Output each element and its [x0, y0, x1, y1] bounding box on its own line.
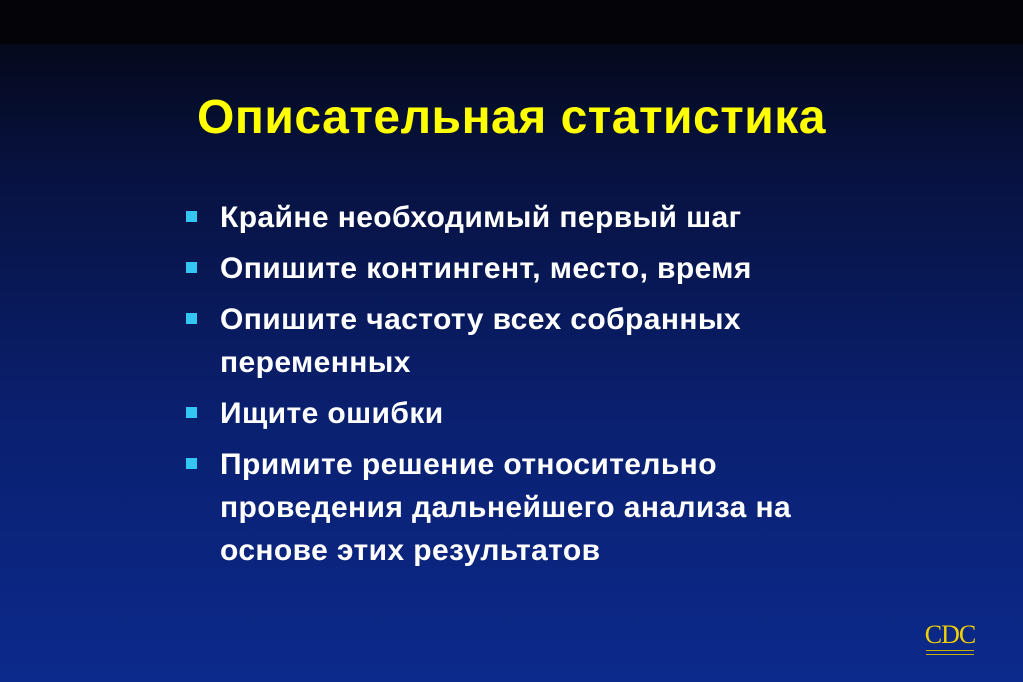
- slide-title: Описательная статистика: [197, 91, 826, 144]
- bullet-text: Опишите частоту всех собранных переменных: [220, 303, 741, 379]
- bullet-item: [182, 298, 902, 384]
- bullet-text: Опишите контингент, место, время: [220, 252, 752, 285]
- bullet-text: Крайне необходимый первый шаг: [220, 201, 742, 234]
- square-bullet-icon: [186, 407, 197, 418]
- bullet-text: Примите решение относительно проведения дальнейшего анализа на основе этих результатов: [220, 448, 792, 567]
- bullet-item: [182, 247, 902, 290]
- cdc-logo-text: CDC: [924, 620, 976, 649]
- cdc-logo: [922, 622, 978, 658]
- square-bullet-icon: [186, 313, 197, 324]
- bullet-item: [182, 392, 902, 435]
- bullet-list: [182, 196, 902, 580]
- bullet-item: [182, 443, 902, 572]
- bullet-item: [182, 196, 902, 239]
- top-band: [0, 0, 1023, 44]
- cdc-logo-tagline: [926, 650, 974, 655]
- square-bullet-icon: [186, 211, 197, 222]
- square-bullet-icon: [186, 262, 197, 273]
- square-bullet-icon: [186, 458, 197, 469]
- bullet-text: Ищите ошибки: [220, 397, 444, 430]
